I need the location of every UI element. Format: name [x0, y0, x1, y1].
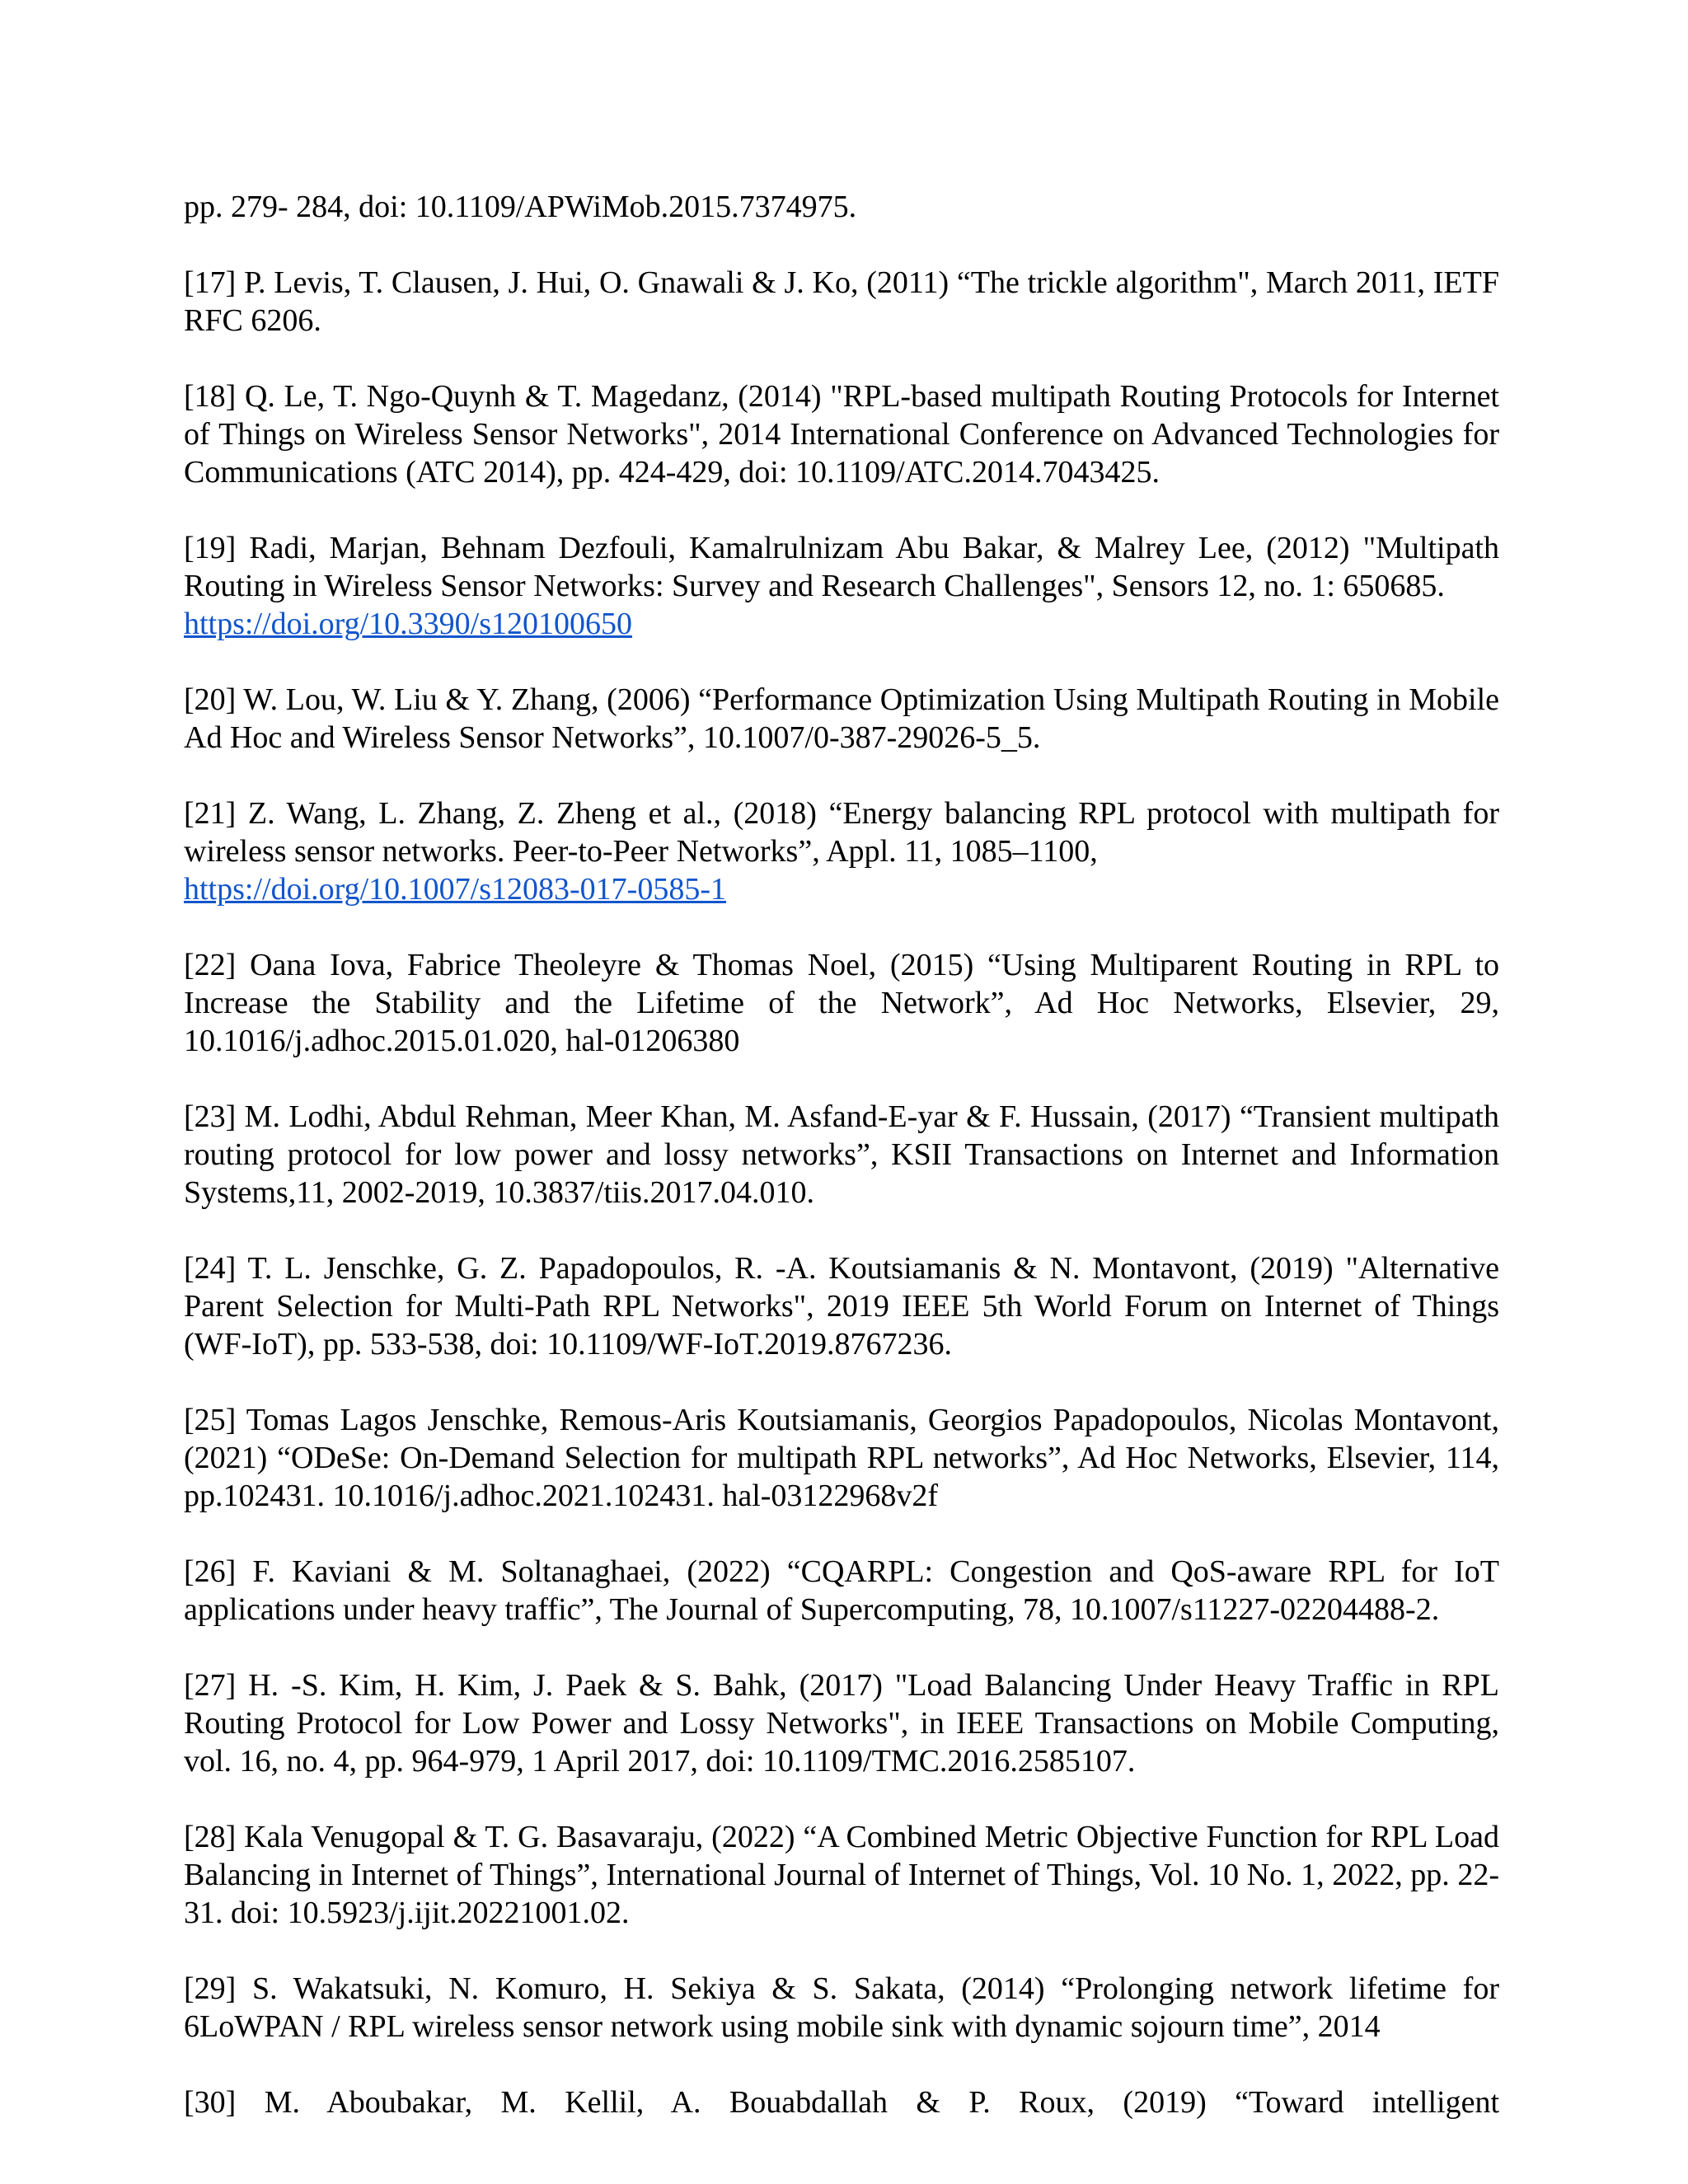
reference-text: [28] Kala Venugopal & T. G. Basavaraju, (2022) “A Combined Metric Objective Function for RPL Load Balancing in Internet of Things”, International Journal of Internet of Things, Vol. 10 No. 1, 2022, pp. 22-31. doi: 10.5923/j.ijit.20221001.02. [184, 1820, 1499, 1930]
reference-list [184, 188, 1499, 2121]
reference-19 [184, 529, 1499, 643]
reference-text: [21] Z. Wang, L. Zhang, Z. Zheng et al., (2018) “Energy balancing RPL protocol with multipath for wireless sensor networks. Peer-to-Peer Networks”, Appl. 11, 1085–1100, [184, 796, 1499, 869]
reference-text: [17] P. Levis, T. Clausen, J. Hui, O. Gnawali & J. Ko, (2011) “The trickle algorithm", March 2011, IETF RFC 6206. [184, 265, 1499, 338]
reference-continuation [184, 188, 1499, 226]
reference-20 [184, 681, 1499, 757]
reference-29 [184, 1970, 1499, 2046]
reference-text: [24] T. L. Jenschke, G. Z. Papadopoulos, R. -A. Koutsiamanis & N. Montavont, (2019) "Alternative Parent Selection for Multi-Path RPL Networks", 2019 IEEE 5th World Forum on Internet of Things (WF-IoT), pp. 533-538, doi: 10.1109/WF-IoT.2019.8767236. [184, 1251, 1499, 1361]
reference-30 [184, 2083, 1499, 2121]
reference-text: [29] S. Wakatsuki, N. Komuro, H. Sekiya & S. Sakata, (2014) “Prolonging network lifetime for 6LoWPAN / RPL wireless sensor network using mobile sink with dynamic sojourn time”, 2014 [184, 1971, 1499, 2044]
reference-26 [184, 1553, 1499, 1629]
reference-24 [184, 1249, 1499, 1363]
reference-text: [25] Tomas Lagos Jenschke, Remous-Aris Koutsiamanis, Georgios Papadopoulos, Nicolas Montavont, (2021) “ODeSe: On-Demand Selection for multipath RPL networks”, Ad Hoc Networks, Elsevier, 114, pp.102431. 10.1016/j.adhoc.2021.102431. hal-03122968v2f [184, 1403, 1499, 1513]
reference-text: [18] Q. Le, T. Ngo-Quynh & T. Magedanz, (2014) "RPL-based multipath Routing Protocols for Internet of Things on Wireless Sensor Networks", 2014 International Conference on Advanced Technologies for Communications (ATC 2014), pp. 424-429, doi: 10.1109/ATC.2014.7043425. [184, 379, 1499, 490]
reference-text: [20] W. Lou, W. Liu & Y. Zhang, (2006) “Performance Optimization Using Multipath Routing in Mobile Ad Hoc and Wireless Sensor Networks”, 10.1007/0-387-29026-5_5. [184, 682, 1499, 755]
reference-text: [19] Radi, Marjan, Behnam Dezfouli, Kamalrulnizam Abu Bakar, & Malrey Lee, (2012) "Multipath Routing in Wireless Sensor Networks: Survey and Research Challenges", Sensors 12, no. 1: 650685. [184, 531, 1499, 603]
reference-18 [184, 377, 1499, 491]
reference-text: [26] F. Kaviani & M. Soltanaghaei, (2022) “CQARPL: Congestion and QoS-aware RPL for IoT applications under heavy traffic”, The Journal of Supercomputing, 78, 10.1007/s11227-02204488-2. [184, 1554, 1499, 1627]
reference-17 [184, 264, 1499, 340]
reference-28 [184, 1818, 1499, 1932]
reference-23 [184, 1098, 1499, 1212]
reference-text: [23] M. Lodhi, Abdul Rehman, Meer Khan, M. Asfand-E-yar & F. Hussain, (2017) “Transient multipath routing protocol for low power and lossy networks”, KSII Transactions on Internet and Information Systems,11, 2002-2019, 10.3837/tiis.2017.04.010. [184, 1099, 1499, 1210]
reference-27 [184, 1666, 1499, 1780]
reference-25 [184, 1401, 1499, 1515]
doi-link[interactable]: https://doi.org/10.1007/s12083-017-0585-1 [184, 872, 726, 907]
reference-text: [22] Oana Iova, Fabrice Theoleyre & Thomas Noel, (2015) “Using Multiparent Routing in RPL to Increase the Stability and the Lifetime of the Network”, Ad Hoc Networks, Elsevier, 29, 10.1016/j.adhoc.2015.01.020, hal-01206380 [184, 948, 1499, 1058]
reference-22 [184, 946, 1499, 1060]
reference-text: pp. 279- 284, doi: 10.1109/APWiMob.2015.7374975. [184, 190, 857, 224]
reference-21 [184, 794, 1499, 908]
reference-text: [27] H. -S. Kim, H. Kim, J. Paek & S. Bahk, (2017) "Load Balancing Under Heavy Traffic in RPL Routing Protocol for Low Power and Lossy Networks", in IEEE Transactions on Mobile Computing, vol. 16, no. 4, pp. 964-979, 1 April 2017, doi: 10.1109/TMC.2016.2585107. [184, 1668, 1499, 1779]
doi-link[interactable]: https://doi.org/10.3390/s120100650 [184, 607, 633, 641]
reference-text: [30] M. Aboubakar, M. Kellil, A. Bouabdallah & P. Roux, (2019) “Toward intelligent [184, 2085, 1499, 2120]
